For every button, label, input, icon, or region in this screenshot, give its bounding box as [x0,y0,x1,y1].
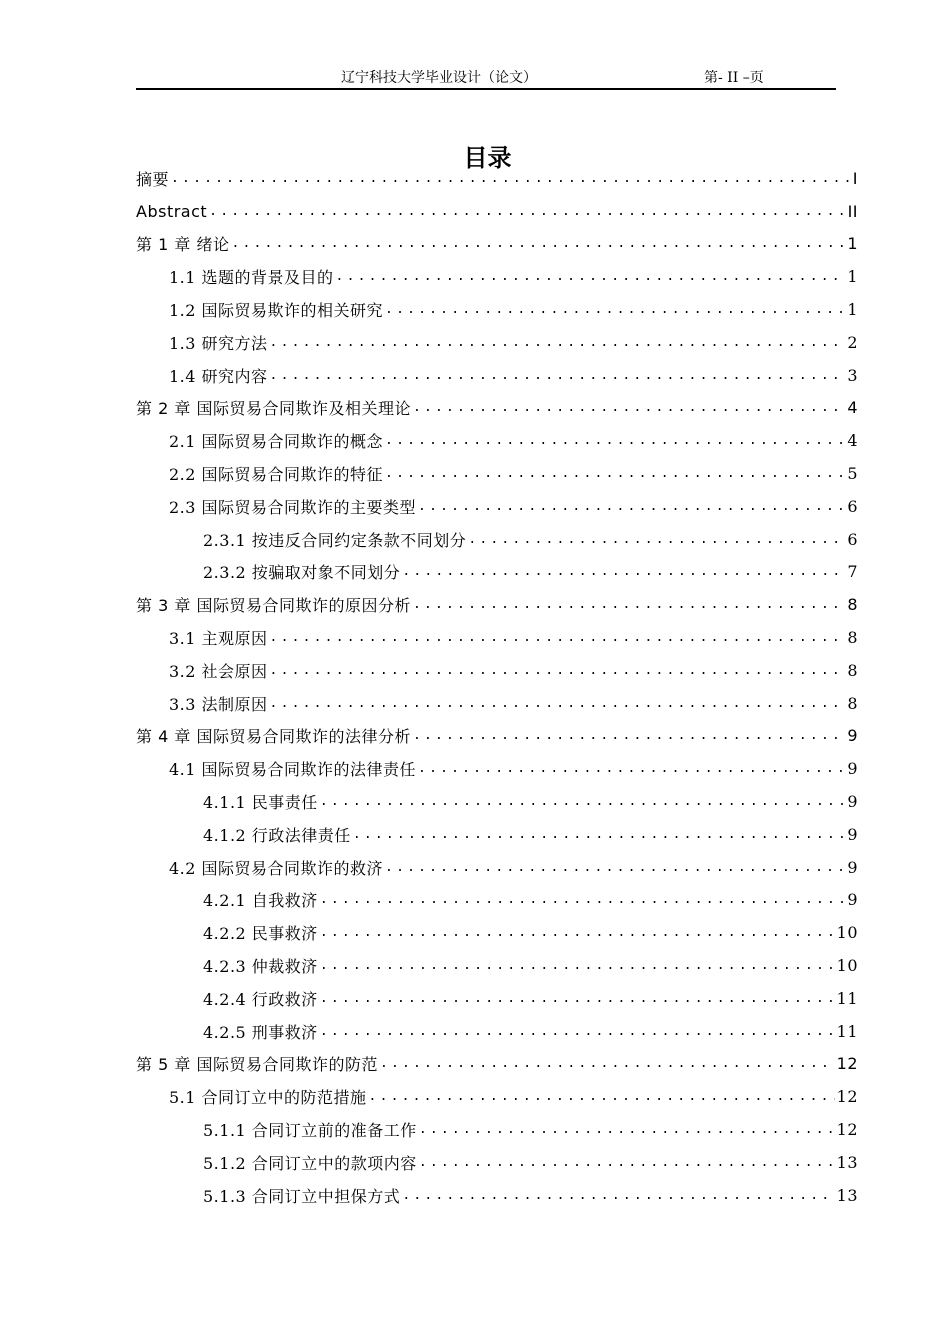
toc-entry[interactable] [136,752,858,785]
toc-entry-page: 13 [836,1185,858,1205]
toc-entry[interactable] [136,228,858,261]
page-header [136,64,836,90]
toc-entry-title: 3.3 法制原因 [169,694,268,714]
toc-entry-title: 4.2.2 民事救济 [203,924,318,944]
dot-leader [231,236,845,251]
dot-leader [270,696,846,711]
dot-leader [270,630,846,645]
toc-entry-page: 12 [836,1120,858,1139]
dot-leader [270,663,846,678]
toc-entry[interactable] [136,1015,858,1048]
toc-entry-page: 13 [836,1152,858,1172]
toc-entry-page: II [847,201,858,221]
toc-entry-page: 4 [847,398,858,418]
toc-entry-page: I [852,168,858,188]
toc-entry[interactable] [136,424,858,457]
dot-leader [380,1056,835,1071]
toc-entry-page: 9 [847,890,858,910]
toc-entry-page: 10 [836,923,858,943]
toc-entry-page: 6 [847,529,858,549]
toc-heading: 目录 [463,144,512,172]
table-of-contents [136,162,858,1212]
toc-entry[interactable] [136,392,858,425]
toc-entry-title: 5.1.3 合同订立中担保方式 [203,1186,401,1206]
dot-leader [385,433,845,448]
toc-entry-title: 1.4 研究内容 [169,366,268,386]
dot-leader [418,499,845,514]
toc-entry-page: 9 [847,857,858,877]
toc-entry-page: 12 [836,1087,858,1107]
toc-entry[interactable] [136,818,858,851]
dot-leader [385,466,845,481]
toc-entry-page: 9 [847,759,858,779]
toc-entry[interactable] [136,523,858,556]
toc-entry[interactable] [136,490,858,523]
dot-leader [270,335,846,350]
dot-leader [402,564,845,579]
toc-entry-title: 4.2.3 仲裁救济 [203,957,318,977]
toc-entry-title: 4.2.4 行政救济 [203,989,318,1009]
toc-entry-page: 9 [847,824,858,844]
toc-entry[interactable] [136,588,858,621]
dot-leader [413,728,845,743]
toc-entry[interactable] [136,195,858,228]
toc-entry-page: 1 [847,234,858,254]
toc-entry-title: 4.1.1 民事责任 [203,793,318,813]
toc-entry[interactable] [136,949,858,982]
dot-leader [468,532,845,547]
header-page-number: 第- II –页 [704,70,764,86]
toc-entry[interactable] [136,982,858,1015]
toc-entry[interactable] [136,1113,858,1146]
toc-entry[interactable] [136,1080,858,1113]
toc-entry-title: 2.3.1 按违反合同约定条款不同划分 [203,530,467,550]
toc-entry[interactable] [136,884,858,917]
toc-entry[interactable] [136,621,858,654]
dot-leader [209,204,845,219]
toc-entry-title: 第 3 章 国际贸易合同欺诈的原因分析 [136,596,411,616]
toc-entry-page: 9 [847,792,858,812]
toc-entry-page: 7 [847,562,858,582]
toc-entry[interactable] [136,260,858,293]
dot-leader [320,991,835,1006]
toc-entry[interactable] [136,720,858,753]
toc-entry-title: 5.1.1 合同订立前的准备工作 [203,1121,417,1140]
toc-entry[interactable] [136,1048,858,1081]
dot-leader [369,1089,835,1104]
toc-entry-page: 3 [847,365,858,385]
toc-entry-page: 1 [847,267,858,287]
toc-entry-title: 5.1 合同订立中的防范措施 [169,1088,367,1108]
dot-leader [402,1188,834,1203]
dot-leader [418,761,845,776]
toc-entry[interactable] [136,162,858,195]
toc-entry-page: 8 [847,693,858,713]
dot-leader [171,171,851,186]
dot-leader [320,925,835,940]
toc-entry-title: 2.1 国际贸易合同欺诈的概念 [169,432,384,452]
dot-leader [413,400,845,415]
toc-entry[interactable] [136,326,858,359]
toc-entry-page: 4 [847,431,858,451]
toc-entry-title: 2.3 国际贸易合同欺诈的主要类型 [169,497,417,517]
toc-entry-title: 1.3 研究方法 [169,333,268,353]
toc-entry-page: 6 [847,496,858,516]
toc-entry-page: 1 [847,300,858,320]
toc-entry-page: 12 [836,1054,858,1074]
dot-leader [336,269,846,284]
dot-leader [320,958,835,973]
toc-entry[interactable] [136,293,858,326]
dot-leader [320,794,846,809]
toc-entry-page: 8 [847,660,858,680]
dot-leader [270,368,846,383]
toc-entry[interactable] [136,1179,858,1212]
dot-leader [419,1155,835,1170]
dot-leader [385,302,845,317]
toc-entry-title: 4.2.5 刑事救济 [203,1022,318,1042]
toc-entry-title: 第 5 章 国际贸易合同欺诈的防范 [136,1055,378,1075]
toc-entry-page: 8 [847,628,858,648]
toc-entry[interactable] [136,556,858,589]
toc-entry[interactable] [136,457,858,490]
dot-leader [419,1122,835,1137]
toc-entry-page: 10 [836,956,858,976]
toc-entry-title: 摘要 [136,169,170,189]
dot-leader [320,1024,835,1039]
toc-entry-title: 1.1 选题的背景及目的 [169,268,334,288]
dot-leader [385,860,845,875]
toc-entry-page: 11 [836,988,858,1008]
toc-entry-page: 11 [836,1021,858,1041]
toc-entry-title: 第 1 章 绪论 [136,235,230,255]
toc-entry-title: 4.2.1 自我救济 [203,891,318,911]
toc-entry-title: 4.2 国际贸易合同欺诈的救济 [169,858,384,878]
toc-entry-title: 第 4 章 国际贸易合同欺诈的法律分析 [136,727,411,747]
toc-entry-title: Abstract [136,201,208,221]
toc-entry-page: 8 [847,595,858,615]
toc-entry[interactable] [136,359,858,392]
toc-entry[interactable] [136,687,858,720]
toc-entry-title: 2.3.2 按骗取对象不同划分 [203,563,401,583]
toc-entry-title: 2.2 国际贸易合同欺诈的特征 [169,465,384,485]
toc-entry[interactable] [136,785,858,818]
toc-entry-title: 第 2 章 国际贸易合同欺诈及相关理论 [136,399,411,419]
toc-entry-title: 3.1 主观原因 [169,629,268,649]
toc-entry[interactable] [136,851,858,884]
toc-entry-title: 3.2 社会原因 [169,661,268,681]
dot-leader [353,827,846,842]
toc-entry-page: 5 [847,464,858,484]
toc-entry-title: 5.1.2 合同订立中的款项内容 [203,1153,417,1173]
toc-entry[interactable] [136,1146,858,1179]
toc-entry-title: 4.1.2 行政法律责任 [203,825,351,845]
toc-entry-title: 4.1 国际贸易合同欺诈的法律责任 [169,760,417,780]
header-title: 辽宁科技大学毕业设计（论文） [341,70,537,86]
toc-entry-page: 2 [847,332,858,352]
dot-leader [413,597,845,612]
toc-entry[interactable] [136,916,858,949]
dot-leader [320,892,846,907]
toc-entry-page: 9 [847,726,858,746]
toc-entry-title: 1.2 国际贸易欺诈的相关研究 [169,301,384,321]
toc-entry[interactable] [136,654,858,687]
